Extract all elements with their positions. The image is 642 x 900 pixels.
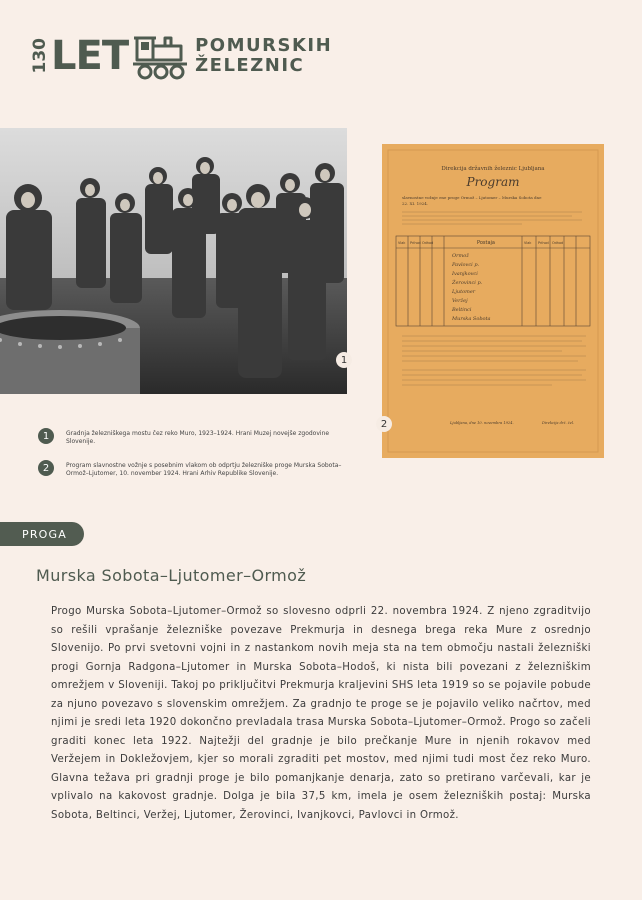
doc-station: Beltinci bbox=[452, 307, 472, 313]
section-tag: PROGA bbox=[0, 522, 84, 546]
historical-program-document bbox=[382, 144, 604, 458]
doc-col-l1: Vlak bbox=[398, 241, 406, 245]
caption-1 bbox=[38, 428, 348, 446]
doc-subtitle: slavnostne vožnje ene proge Ormož – Ljutomer – Murska Sobota dne bbox=[402, 195, 542, 200]
logo-line2: ŽELEZNIC bbox=[195, 55, 305, 76]
program-document-image bbox=[382, 144, 604, 458]
doc-col-r2: Prihod bbox=[538, 241, 549, 245]
caption-2 bbox=[38, 460, 348, 478]
doc-station: Pavlovci p. bbox=[452, 262, 480, 268]
locomotive-icon bbox=[131, 32, 189, 80]
doc-station: Ivanjkovci bbox=[452, 271, 478, 277]
doc-station: Ormož bbox=[452, 253, 469, 259]
photo1-number-badge: 1 bbox=[336, 352, 352, 368]
doc-footer-place: Ljubljana, dne 10. novembra 1924. bbox=[450, 421, 514, 425]
doc-station: Veržej bbox=[452, 298, 468, 304]
doc-station: Ljutomer bbox=[452, 289, 476, 295]
logo-let: LET bbox=[51, 33, 129, 79]
photo2-number-badge: 2 bbox=[376, 416, 392, 432]
doc-col-mid: Postaja bbox=[477, 240, 495, 246]
doc-station: Murska Sobota bbox=[452, 316, 491, 322]
doc-col-r1: Vlak bbox=[524, 241, 532, 245]
doc-subtitle-date: 22. XI. 1924. bbox=[402, 201, 429, 206]
doc-header: Direkcija državnih železnic Ljubljana bbox=[441, 166, 545, 172]
logo-brand bbox=[195, 36, 332, 76]
caption-text: Gradnja železniškega mostu čez reko Muro, 1923–1924. Hrani Muzej novejše zgodovine Slovenije. bbox=[66, 430, 330, 445]
logo-line1: POMURSKIH bbox=[195, 35, 333, 56]
doc-col-r3: Odhod bbox=[552, 241, 564, 245]
caption-number: 2 bbox=[38, 460, 54, 476]
section-title: Murska Sobota–Ljutomer–Ormož bbox=[36, 566, 307, 585]
body-paragraph: Progo Murska Sobota–Ljutomer–Ormož so slovesno odprli 22. novembra 1924. Z njeno zgraditvijo so rešili vprašanje železniške povezave Prekmurja in desnega brega reka Mure z osrednjo Slovenijo. Po prvi svetovni vojni in z nastankom novih meja sta na tem območju nastali železniški progi Gornja Radgona–Ljutomer in Murska Sobota–Hodoš, ki nista bili povezani z železniškim omrežjem v Sloveniji. Takoj po priključitvi Prekmurja kraljevini SHS leta 1919 so se pojavile pobude za njuno povezavo s slovenskim omrežjem. Za gradnjo te proge se je pojavilo veliko načrtov, med njimi je sredi leta 1920 dokončno prevladala trasa Murska Sobota–Ljutomer–Ormož. Progo so začeli graditi konec leta 1922. Najtežji del gradnje je bilo prečkanje Mure in njenih rokavov med Veržejem in Dokležovjem, kjer so morali zgraditi pet mostov, med njimi tudi most čez reko Muro. Glavna težava pri gradnji proge je bilo pomanjkanje denarja, zato so pretirano varčevali, kar je vplivalo na kakovost gradnje. Dolga je bila 37,5 km, imela je osem železniških postaj: Murska Sobota, Beltinci, Veržej, Ljutomer, Žerovinci, Ivanjkovci, Pavlovci in Ormož. bbox=[51, 606, 591, 821]
doc-col-l2: Prihod bbox=[410, 241, 421, 245]
caption-text: Program slavnostne vožnje s posebnim vlakom ob odprtju železniške proge Murska Sobota–Ormož–Ljutomer, 10. november 1924. Hrani Arhiv Republike Slovenije. bbox=[66, 462, 342, 477]
doc-title: Program bbox=[466, 175, 520, 189]
doc-col-l3: Odhod bbox=[422, 241, 434, 245]
image-captions bbox=[38, 428, 348, 492]
logo-number: 130 bbox=[30, 38, 50, 74]
doc-station: Žerovinci p. bbox=[452, 280, 483, 286]
caption-number: 1 bbox=[38, 428, 54, 444]
doc-footer-sign: Direkcija drž. žel. bbox=[542, 421, 575, 425]
workers-photo-image bbox=[0, 128, 347, 394]
historical-photo-workers bbox=[0, 128, 347, 394]
logo bbox=[32, 30, 332, 82]
